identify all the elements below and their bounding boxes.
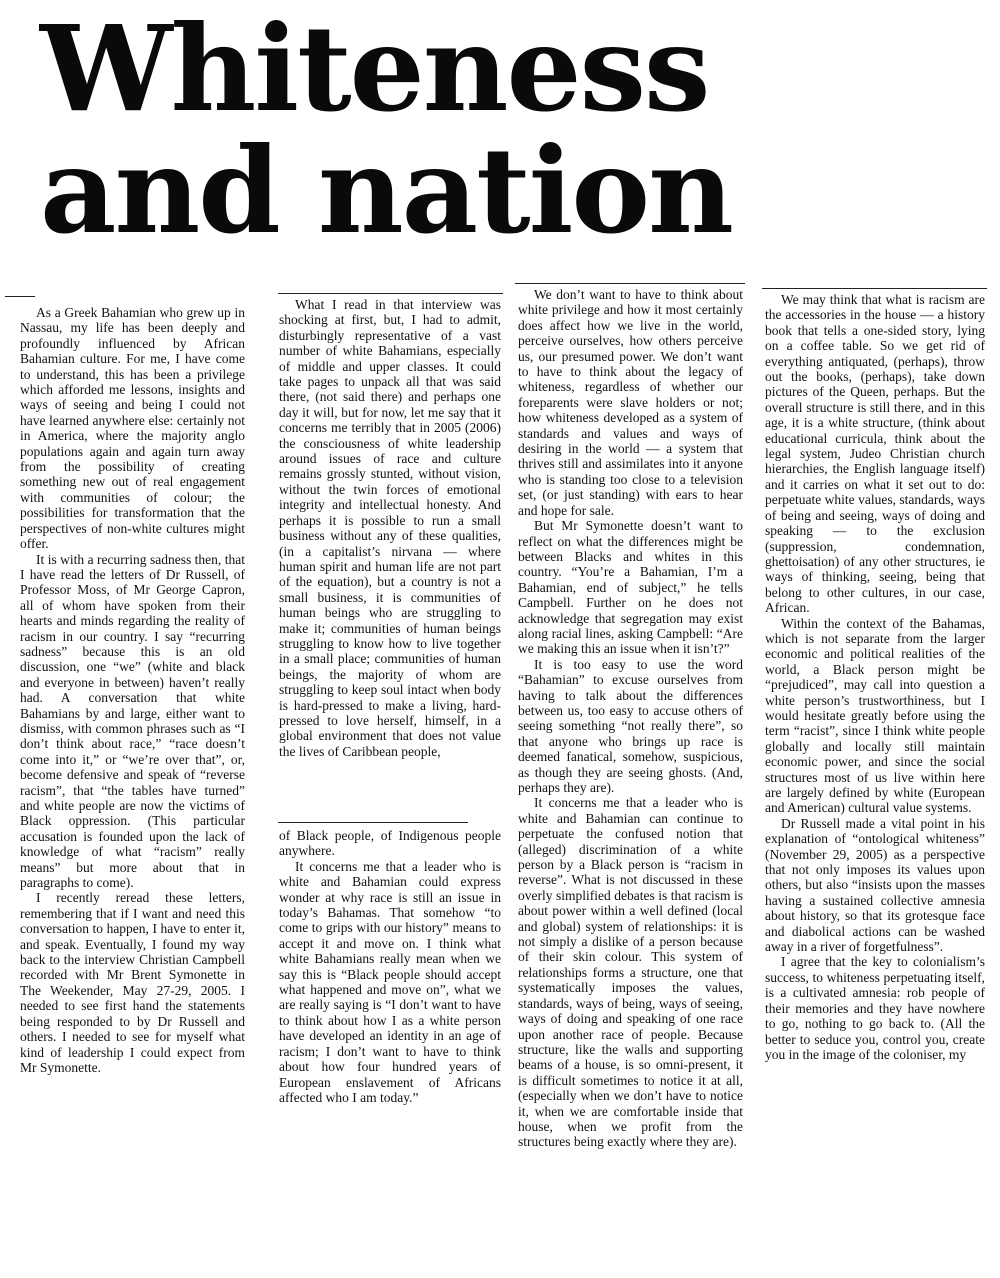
paragraph: As a Greek Bahamian who grew up in Nassau, my life has been deeply and profoundly influenced by African Bahamian culture. For me, I have come to understand, this has been a privilege which afforded me lessons, insights and ways of seeing and being I could not have learned anywhere else: certainly not in America, where the majority anglo populations again and again turn away from the possibility of creating something new out of real engagement with communities of colour; the possibilities for transformation that the perspectives of non-white cultures might offer. [20,305,245,552]
article-column-4 [765,292,985,1172]
paragraph: It is too easy to use the word “Bahamian” to excuse ourselves from having to talk about the differences between us, too easy to accuse others of seeing something “not really there”, so that anyone who brings up race is deemed fanatical, somehow, suspicious, as though they are seeing ghosts. (And, perhaps they are). [518,656,743,795]
article-column-1 [20,305,245,1255]
paragraph: It is with a recurring sadness then, that I have read the letters of Dr Russell, of Professor Moss, of Mr George Capron, all of whom have spoken from their hearts and minds regarding the reality of racism in our country. I say “recurring sadness” because this is an old discussion, one “we” (white and black and everyone in between) haven’t really had. A conversation that white Bahamians by and large, either want to dismiss, with common phrases such as “I don’t think about race,” “race doesn’t come into it,” or “we’re over that”, or, become defensive and speak of “reverse racism”, that “the tables have turned” and white people are now the victims of Black oppression. (This particular accusation is founded upon the lack of knowledge of what “racism” really means” but more about that in paragraphs to come). [20,551,245,891]
headline-line-1: Whiteness [40,0,709,138]
headline [40,0,732,260]
column-1-top-rule [5,296,35,297]
paragraph: What I read in that interview was shocking at first, but, I had to admit, disturbingly representative of a vast number of white Bahamians, especially of middle and upper classes. It could take pages to unpack all that was said there, (not said there) and perhaps one day it will, but for now, let me say that it concerns me terribly that in 2005 (2006) the consciousness of white leadership around issues of race and culture remains grossly stunted, without vision, without the twin forces of emotional integrity and intellectual honesty. And perhaps it is possible to run a small business without any of these qualities, (in a capitalist’s nirvana — where human spirit and human life are not part of the equation), but a country is not a small business, it is communities of human beings who are struggling to make it; communities of human beings struggling to know how to live together in a small place; communities of human beings, the majority of whom are struggling to keep soul intact when body is hard-pressed to make a living, hard-pressed to love herself, himself, in a global environment that does not value the lives of Caribbean people, [279,297,501,759]
column-2-top-rule [278,293,503,294]
article-column-2-top [279,297,501,792]
paragraph: It concerns me that a leader who is white and Bahamian can continue to perpetuate the confused notion that (alleged) discrimination of a white person by a Black person is “racism in reverse”. What is not discussed in these overly simplified debates is that racism is about power within a well defined (local and global) system of relationships: it is not simply a dislike of a person because of their skin colour. This system of relationships forms a structure, one that systematically imposes the values, standards, ways of being, ways of seeing, ways of doing and speaking of one race upon another race of people. Because structure, like the walls and supporting beams of a house, is so omni-present, it is difficult sometimes to notice it at all, (especially when we don’t have to notice it, when we are comfortable inside that house, when we profit from the structures being exactly where they are). [518,795,743,1150]
paragraph: Within the context of the Bahamas, which is not separate from the larger economic and political realities of the world, a Black person might be “prejudiced”, may call into question a white person’s trustworthiness, but I would hesitate greatly before using the term “racist”, since I think white people globally and locally still maintain economic power, and since the social structures most of us live within here are largely defined by white (European and American) cultural value systems. [765,615,985,816]
article-column-2-bottom [279,828,501,1163]
paragraph: It concerns me that a leader who is white and Bahamian could express wonder at why race is still an issue in today’s Bahamas. That somehow “to come to grips with our history” means to accept it and move on. I think what white Bahamians really mean when we say this is “Black people should accept what happened and move on”, what we are really saying is “I don’t want to have to think about how I as a white person have developed an identity in an age of racism; I don’t want to have to think about how four hundred years of European enslavement of Africans affected who I am today.” [279,858,501,1105]
headline-line-2: and nation [40,121,732,260]
paragraph: We may think that what is racism are the accessories in the house — a history book that tells a one-sided story, lying on a coffee table. So we get rid of everything antiquated, (perhaps), throw out the books, (perhaps), take down pictures of the Queen, perhaps. But the overall structure is still there, and in this age, it is a white structure, (think about educational curricula, think about the legal system, Judeo Christian church hierarchies, the English language itself) and it carries on what it set out to do: perpetuate white values, standards, ways of being and seeing, ways of doing and speaking — to the exclusion (suppression, condemnation, ghettoisation) of any other structures, ie ways of thinking, seeing, being that belong to other cultures, in our case, African. [765,292,985,616]
paragraph-continuation: of Black people, of Indigenous people anywhere. [279,828,501,859]
paragraph: I recently reread these letters, remembering that if I want and need this conversation to happen, I have to enter it, and speak. Eventually, I found my way back to the interview Christian Campbell recorded with Mr Brent Symonette in The Weekender, May 27-29, 2005. I needed to see first hand the statements being responded to by Dr Russell and others. I needed to see for myself what kind of leadership I could expect from Mr Symonette. [20,890,245,1075]
paragraph: I agree that the key to colonialism’s success, to whiteness perpetuating itself, is a cultivated amnesia: rob people of their memories and they have nowhere to go, nothing to go back to. (All the better to seduce you, control you, create you in the image of the coloniser, my [765,954,985,1062]
paragraph: Dr Russell made a vital point in his explanation of “ontological whiteness” (November 29, 2005) as a perspective that not only imposes its values upon others, but also “insists upon the masses having a sustained collective amnesia about history, so that its grotesque face and diabolical actions can be washed away in a river of forgetfulness”. [765,815,985,955]
column-4-top-rule [762,288,987,289]
column-2-mid-rule [278,822,468,823]
column-3-top-rule [515,283,745,284]
article-column-3 [518,287,743,1272]
paragraph: We don’t want to have to think about white privilege and how it most certainly does affect how we live in the world, perceive ourselves, how others perceive us, our presumed power. We don’t want to have to think about the legacy of whiteness, regardless of whether our foreparents were slave holders or not; how whiteness developed as a system of standards and values and ways of desiring in the world — a system that thrives still and assimilates into it anyone who is standing too close to a television set, (or just standing) with ears to hear and hope for sale. [518,287,743,518]
paragraph: But Mr Symonette doesn’t want to reflect on what the differences might be between Blacks and whites in this country. “You’re a Bahamian, I’m a Bahamian, end of subject,” he tells Campbell. Further on he does not acknowledge that segregation may exist along racial lines, asking Campbell: “Are we making this an issue when it isn’t?” [518,518,743,657]
